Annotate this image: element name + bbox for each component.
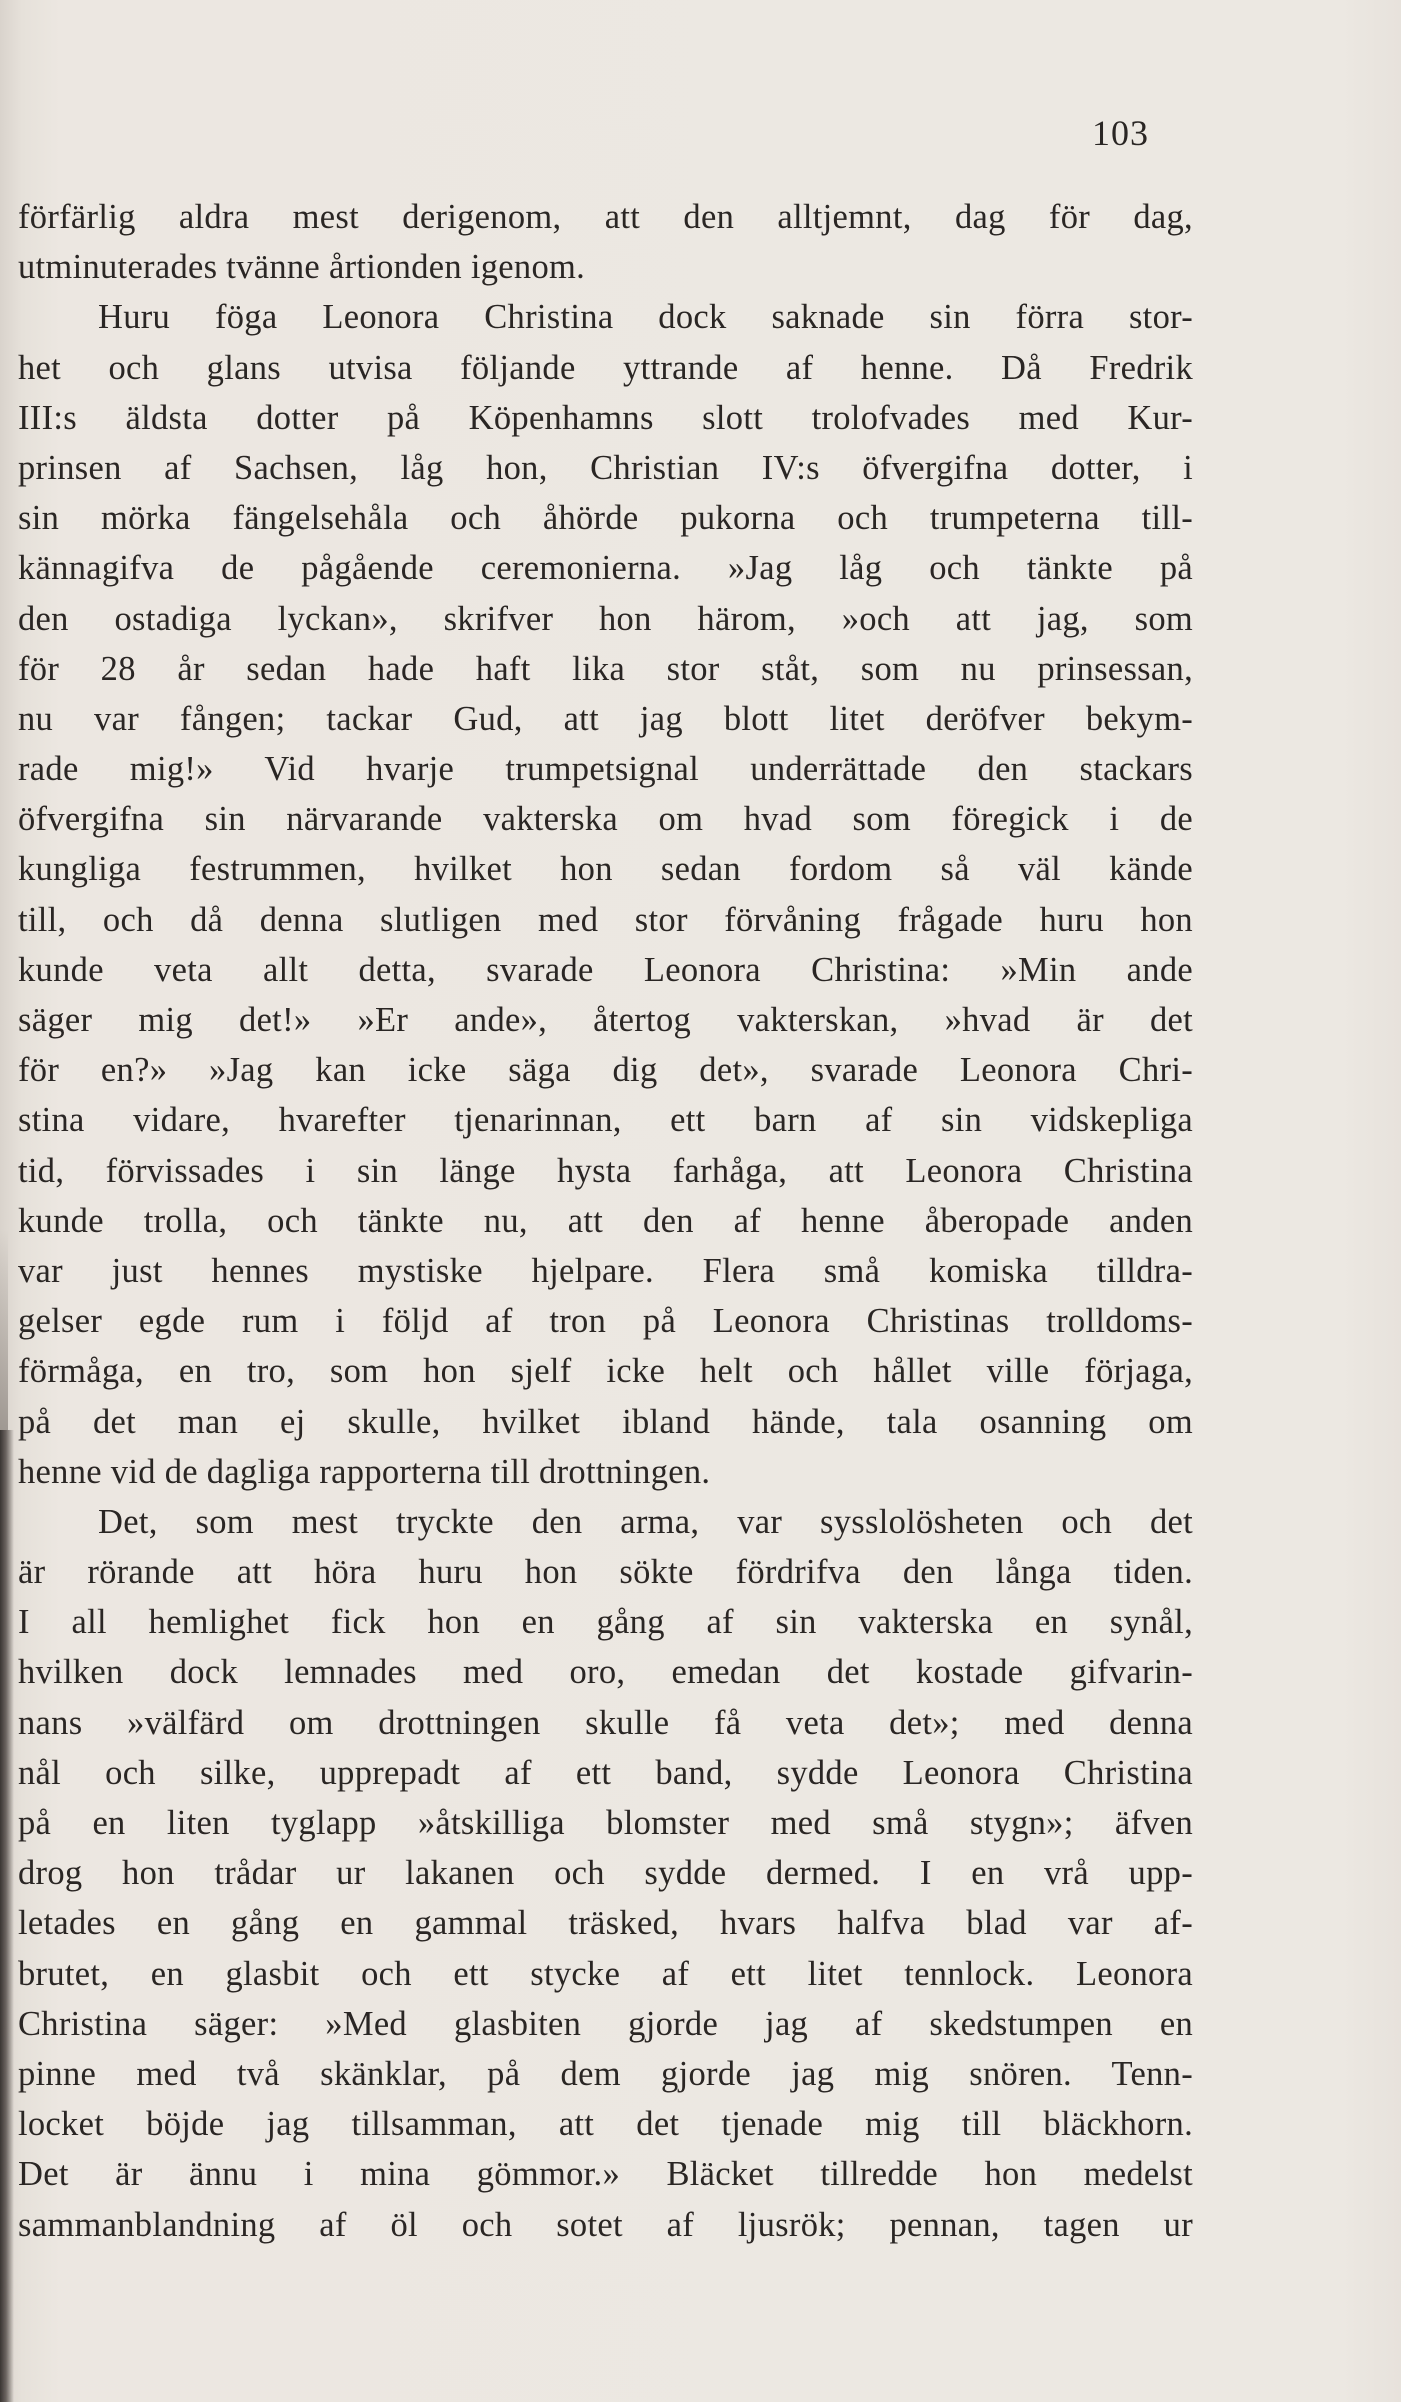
text-line: utminuterades tvänne årtionden igenom.	[18, 248, 586, 287]
text-line: var just hennes mystiske hjelpare. Flera små komiska tilldra-	[18, 1251, 1193, 1290]
text-line: säger mig det!» »Er ande», återtog vakterskan, »hvad är det	[18, 1001, 1193, 1039]
page-number: 103	[1092, 113, 1149, 153]
text-line: Christina säger: »Med glasbiten gjorde jag af skedstumpen en	[18, 2004, 1193, 2043]
text-line: nål och silke, upprepadt af ett band, sydde Leonora Christina	[18, 1753, 1193, 1792]
text-line: pinne med två skänklar, på dem gjorde jag mig snören. Tenn-	[18, 2054, 1193, 2093]
text-line: kännagifva de pågående ceremonierna. »Jag låg och tänkte på	[18, 549, 1193, 588]
text-line: sin mörka fängelsehåla och åhörde pukorna och trumpeterna till-	[18, 499, 1193, 538]
text-line: rade mig!» Vid hvarje trumpetsignal underrättade den stackars	[18, 750, 1193, 789]
text-line: prinsen af Sachsen, låg hon, Christian IV:s öfvergifna dotter, i	[18, 448, 1193, 487]
text-line: förmåga, en tro, som hon sjelf icke helt och hållet ville förjaga,	[18, 1352, 1193, 1391]
text-line: till, och då denna slutligen med stor förvåning frågade huru hon	[18, 900, 1193, 939]
text-line: på en liten tyglapp »åtskilliga blomster med små stygn»; äfven	[18, 1804, 1193, 1842]
text-line: kunde veta allt detta, svarade Leonora Christina: »Min ande	[18, 950, 1193, 989]
text-line: drog hon trådar ur lakanen och sydde dermed. I en vrå upp-	[18, 1854, 1193, 1893]
text-line: het och glans utvisa följande yttrande af henne. Då Fredrik	[18, 348, 1193, 387]
text-line: hvilken dock lemnades med oro, emedan det kostade gifvarin-	[18, 1653, 1193, 1692]
text-line: öfvergifna sin närvarande vakterska om hvad som föregick i de	[18, 800, 1193, 839]
body-text	[18, 192, 1193, 2250]
text-line: gelser egde rum i följd af tron på Leonora Christinas trolldoms-	[18, 1302, 1193, 1341]
text-line: Det, som mest tryckte den arma, var sysslolösheten och det	[98, 1502, 1193, 1541]
text-line: III:s äldsta dotter på Köpenhamns slott trolofvades med Kur-	[18, 398, 1193, 437]
text-line: henne vid de dagliga rapporterna till drottningen.	[18, 1452, 711, 1491]
text-line: stina vidare, hvarefter tjenarinnan, ett barn af sin vidskepliga	[18, 1101, 1193, 1140]
text-line: Huru föga Leonora Christina dock saknade sin förra stor-	[98, 298, 1193, 337]
text-line: brutet, en glasbit och ett stycke af ett litet tennlock. Leonora	[18, 1954, 1193, 1993]
text-line: den ostadiga lyckan», skrifver hon härom, »och att jag, som	[18, 599, 1193, 638]
text-line: tid, förvissades i sin länge hysta farhåga, att Leonora Christina	[18, 1151, 1193, 1190]
text-line: kunde trolla, och tänkte nu, att den af henne åberopade anden	[18, 1201, 1193, 1240]
text-line: förfärlig aldra mest derigenom, att den alltjemnt, dag för dag,	[18, 198, 1193, 236]
binding-shadow-upper	[0, 1230, 8, 1430]
binding-shadow	[0, 1430, 14, 2402]
text-line: nu var fången; tackar Gud, att jag blott litet deröfver bekym-	[18, 699, 1193, 738]
text-line: sammanblandning af öl och sotet af ljusrök; pennan, tagen ur	[18, 2205, 1193, 2244]
text-line: för 28 år sedan hade haft lika stor ståt, som nu prinsessan,	[18, 649, 1193, 688]
text-line: kungliga festrummen, hvilket hon sedan fordom så väl kände	[18, 850, 1193, 889]
text-line: letades en gång en gammal träsked, hvars halfva blad var af-	[18, 1904, 1193, 1943]
text-line: är rörande att höra huru hon sökte fördrifva den långa tiden.	[18, 1553, 1193, 1592]
text-line: nans »välfärd om drottningen skulle få veta det»; med denna	[18, 1703, 1193, 1742]
text-line: på det man ej skulle, hvilket ibland hände, tala osanning om	[18, 1402, 1193, 1441]
text-line: för en?» »Jag kan icke säga dig det», svarade Leonora Chri-	[18, 1051, 1193, 1090]
text-line: Det är ännu i mina gömmor.» Bläcket tillredde hon medelst	[18, 2155, 1193, 2194]
text-line: I all hemlighet fick hon en gång af sin vakterska en synål,	[18, 1603, 1193, 1642]
text-line: locket böjde jag tillsamman, att det tjenade mig till bläckhorn.	[18, 2105, 1193, 2144]
